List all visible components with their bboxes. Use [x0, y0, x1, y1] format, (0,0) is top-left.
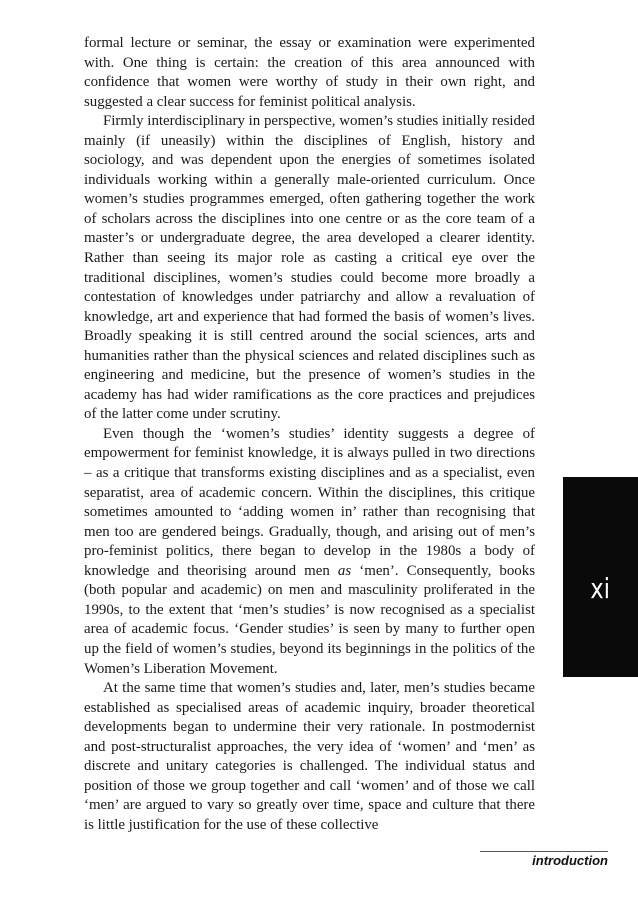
paragraph-3-after: ‘men’. Consequently, books (both popular and academic) on men and masculinity proliferated in the 1990s, to the extent that ‘men’s studies’ is now recognised as a specialist area of academic focus. ‘Gender studies’ is seen by many to further open up the field of women’s studies, beyond its beginnings in the politics of the Women’s Liberation Movement.: [84, 562, 535, 677]
page-number: xi: [590, 571, 611, 605]
paragraph-3-italic: as: [337, 562, 352, 579]
paragraph-3-before: Even though the ‘women’s studies’ identity suggests a degree of empowerment for feminist knowledge, it is always pulled in two directions – as a critique that transforms existing disciplines and as a specialist, even separatist, area of academic concern. Within the disciplines, this critique sometimes amounted to ‘adding women in’ rather than recognising that men too are gendered beings. Gradually, though, and arising out of men’s pro-feminist politics, there began to develop in the 1980s a body of knowledge and theorising around men: [84, 425, 535, 579]
body-text: [84, 34, 535, 835]
paragraph-4: At the same time that women’s studies and, later, men’s studies became established as specialised areas of academic inquiry, broader theoretical developments began to undermine their very rationale. In postmodernist and post-structuralist approaches, the very idea of ‘women’ and ‘men’ as discrete and unitary categories is challenged. The individual status and position of those we group together and call ‘women’ and of those we call ‘men’ are argued to vary so greatly over time, space and culture that there is little justification for the use of these collective: [84, 680, 535, 833]
footer-rule: [480, 851, 608, 852]
page-number-tab: [563, 477, 638, 677]
paragraph-3: [84, 425, 535, 679]
paragraph-2: Firmly interdisciplinary in perspective, women’s studies initially resided mainly (if uneasily) within the disciplines of English, history and sociology, and was dependent upon the energies of sometimes isolated individuals working within a generally male-oriented curriculum. Once women’s studies programmes emerged, often gathering together the work of scholars across the disciplines into one centre or as the core team of a master’s or undergraduate degree, the area developed a clearer identity. Rather than seeing its major role as casting a critical eye over the traditional disciplines, women’s studies could become more broadly a contestation of knowledges under patriarchy and allow a revaluation of knowledge, art and experience that had formed the basis of women’s lives. Broadly speaking it is still centred around the social sciences, arts and humanities rather than the physical sciences and related disciplines such as engineering and medicine, but the presence of women’s studies in the academy has had wider ramifications as the core practices and prejudices of the latter come under scrutiny.: [84, 113, 535, 423]
running-footer: introduction: [532, 853, 608, 868]
paragraph-1: formal lecture or seminar, the essay or examination were experimented with. One thing is certain: the creation of this area announced with confidence that women were worthy of study in their own right, and suggested a clear success for feminist political analysis.: [84, 35, 535, 110]
